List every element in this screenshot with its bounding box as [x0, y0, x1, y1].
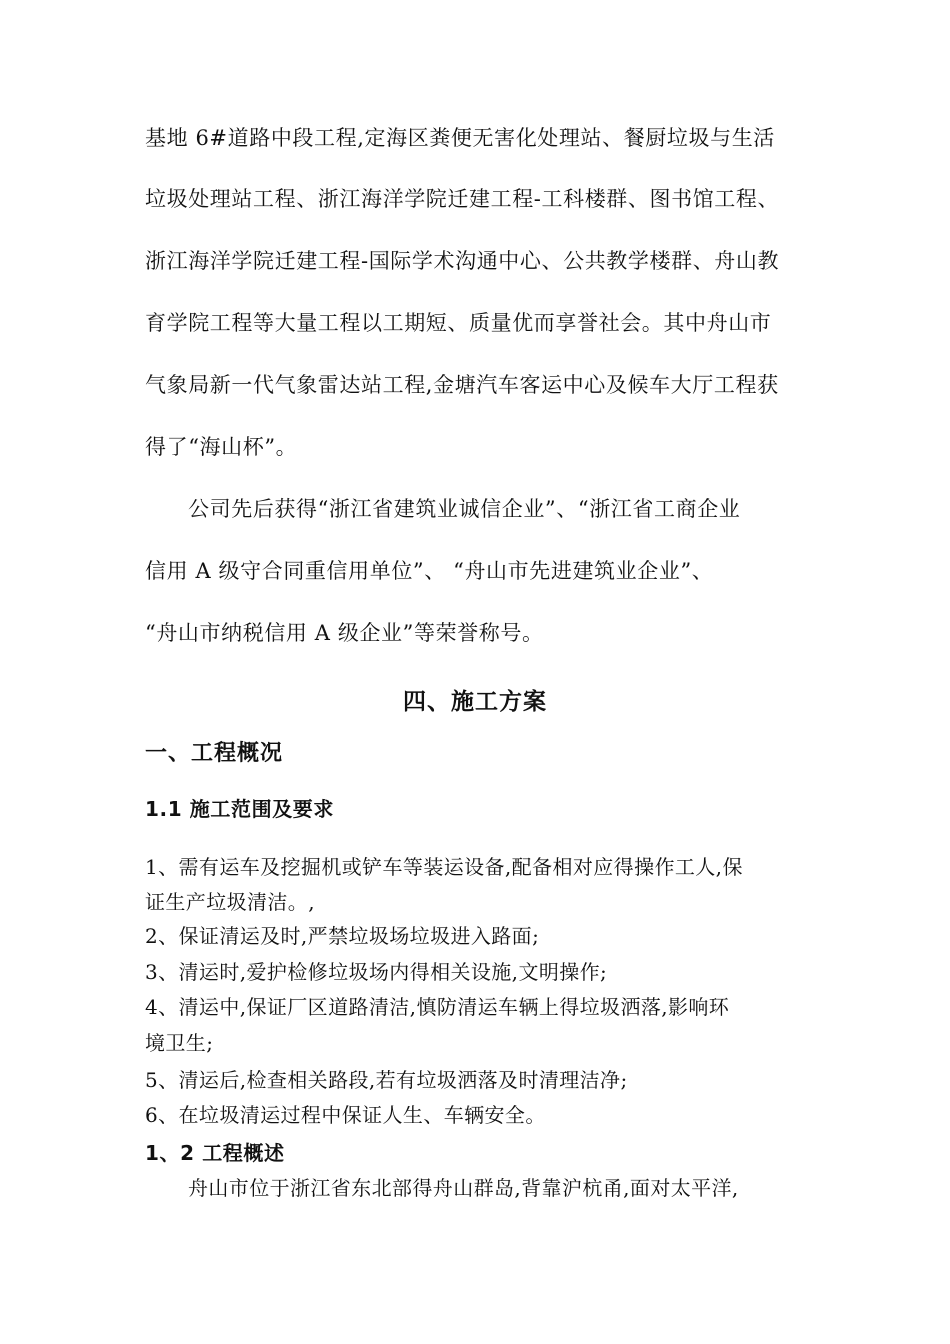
- requirement-line-4: 3、清运时,爱护检修垃圾场内得相关设施,文明操作;: [145, 960, 608, 984]
- heading-project-description: 1、2 工程概述: [145, 1141, 285, 1165]
- requirement-line-6: 境卫生;: [145, 1031, 214, 1055]
- heading-scope-requirements: 1.1 施工范围及要求: [145, 797, 334, 821]
- intro-line-4: 育学院工程等大量工程以工期短、质量优而享誉社会。其中舟山市: [145, 311, 772, 335]
- honors-line-1: 公司先后获得“浙江省建筑业诚信企业”、“浙江省工商企业: [188, 497, 741, 521]
- honors-line-2: 信用 A 级守合同重信用单位”、 “舟山市先进建筑业企业”、: [145, 559, 714, 583]
- overview-line-1: 舟山市位于浙江省东北部得舟山群岛,背靠沪杭甬,面对太平洋,: [188, 1176, 739, 1200]
- section-title: 四、施工方案: [403, 689, 547, 715]
- requirement-line-5: 4、清运中,保证厂区道路清洁,慎防清运车辆上得垃圾洒落,影响环: [145, 995, 730, 1019]
- requirement-line-7: 5、清运后,检查相关路段,若有垃圾洒落及时清理洁净;: [145, 1068, 628, 1092]
- requirement-line-3: 2、保证清运及时,严禁垃圾场垃圾进入路面;: [145, 924, 540, 948]
- intro-line-2: 垃圾处理站工程、浙江海洋学院迁建工程-工科楼群、图书馆工程、: [145, 187, 780, 211]
- honors-line-3: “舟山市纳税信用 A 级企业”等荣誉称号。: [145, 621, 544, 645]
- heading-project-overview: 一、工程概况: [145, 741, 284, 766]
- intro-line-6: 得了“海山杯”。: [145, 435, 298, 459]
- requirement-line-8: 6、在垃圾清运过程中保证人生、车辆安全。: [145, 1103, 546, 1127]
- requirement-line-1: 1、需有运车及挖掘机或铲车等装运设备,配备相对应得操作工人,保: [145, 855, 743, 879]
- intro-line-1: 基地 6#道路中段工程,定海区粪便无害化处理站、餐厨垃圾与生活: [145, 126, 775, 150]
- intro-line-3: 浙江海洋学院迁建工程-国际学术沟通中心、公共教学楼群、舟山教: [145, 249, 780, 273]
- intro-line-5: 气象局新一代气象雷达站工程,金塘汽车客运中心及候车大厅工程获: [145, 373, 779, 397]
- requirement-line-2: 证生产垃圾清洁。,: [145, 890, 315, 914]
